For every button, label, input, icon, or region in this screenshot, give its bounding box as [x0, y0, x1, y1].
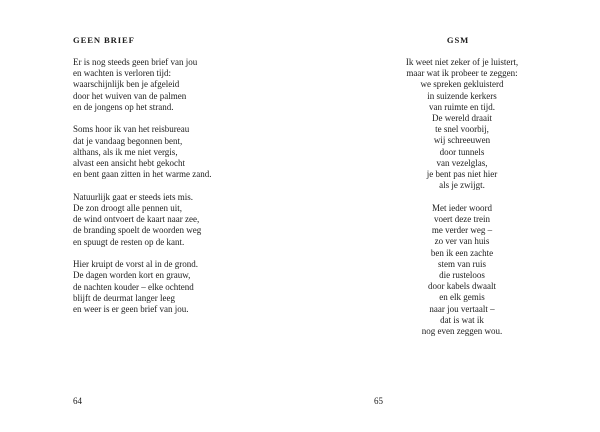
poem-line: van vezelglas,	[436, 157, 488, 168]
poem-line: me verder weg –	[431, 225, 493, 236]
poem-line: waarschijnlijk ben je afgeleid	[73, 79, 180, 90]
poem-line: althans, als ik me niet vergis,	[73, 146, 178, 157]
poem-line: en spuugt de resten op de kant.	[73, 236, 185, 247]
poem-title: GSM	[446, 35, 470, 45]
poem-line: Soms hoor ik van het reisbureau	[73, 124, 190, 135]
poem-line: door kabels dwaalt	[428, 281, 496, 292]
poem-line: voert deze trein	[434, 214, 490, 225]
poem-line: de wind ontvoert de kaart naar zee,	[73, 214, 200, 225]
poem-line: de branding spoelt de woorden weg	[73, 225, 202, 236]
poem-line: en de jongens op het strand.	[73, 101, 174, 112]
poem-line: Hier kruipt de vorst al in de grond.	[73, 259, 198, 270]
poem-body	[73, 57, 273, 315]
poem-line: de nachten kouder – elke ochtend	[73, 281, 194, 292]
poem-line: en wachten is verloren tijd:	[73, 68, 171, 79]
poem-line: stem van ruis	[438, 258, 486, 269]
poem-line: Ik weet niet zeker of je luistert,	[405, 57, 519, 67]
stanza	[73, 259, 273, 315]
poem-line: en bent gaan zitten in het warme zand.	[73, 169, 212, 180]
poem-line: Natuurlijk gaat er steeds iets mis.	[73, 191, 193, 202]
poem-line: De zon droogt alle pennen uit,	[73, 203, 182, 214]
poem-line: nog even zeggen wou.	[421, 326, 503, 337]
poem-line: in suizende kerkers	[427, 90, 497, 101]
poem-line: we spreken gekluisterd	[420, 79, 504, 90]
poem-line: ben ik een zachte	[430, 247, 494, 258]
poem-line: wij schreeuwen	[433, 135, 491, 146]
poem-line: door tunnels	[439, 146, 485, 157]
poem-line: je bent pas niet hier	[426, 169, 498, 180]
poem-line: alvast een ansicht hebt gekocht	[73, 158, 185, 169]
page-number: 65	[374, 396, 383, 406]
poem-line: Met ieder woord	[432, 202, 492, 213]
stanza	[362, 203, 562, 337]
poem-line: te snel voorbij,	[435, 124, 489, 135]
poem-line: De dagen worden kort en grauw,	[73, 270, 191, 281]
poem-line: van ruimte en tijd.	[429, 101, 495, 112]
poem-line: en weer is er geen brief van jou.	[73, 304, 189, 315]
poem-line: blijft de deurmat langer leeg	[73, 292, 175, 303]
poem-line: Er is nog steeds geen brief van jou	[73, 57, 198, 67]
stanza	[73, 192, 273, 248]
stanza	[73, 57, 273, 113]
poem-line: dat je vandaag begonnen bent,	[73, 135, 183, 146]
poem-body	[362, 57, 562, 337]
poem-line: die rusteloos	[439, 270, 485, 281]
poem-line: dat is wat ik	[440, 314, 484, 325]
right-page	[300, 0, 600, 432]
poem-line: door het wuiven van de palmen	[73, 90, 187, 101]
poem-line: maar wat ik probeer te zeggen:	[406, 68, 518, 79]
poem-line: als je zwijgt.	[439, 180, 485, 191]
poem-line: De wereld draait	[432, 113, 492, 124]
page-number: 64	[73, 396, 82, 406]
poem-line: naar jou vertaalt –	[429, 303, 495, 314]
stanza	[73, 124, 273, 180]
poem-line: zo ver van huis	[434, 236, 490, 247]
stanza	[362, 57, 562, 191]
poem-line: en elk gemis	[439, 292, 485, 303]
poem-title: GEEN BRIEF	[73, 35, 135, 45]
